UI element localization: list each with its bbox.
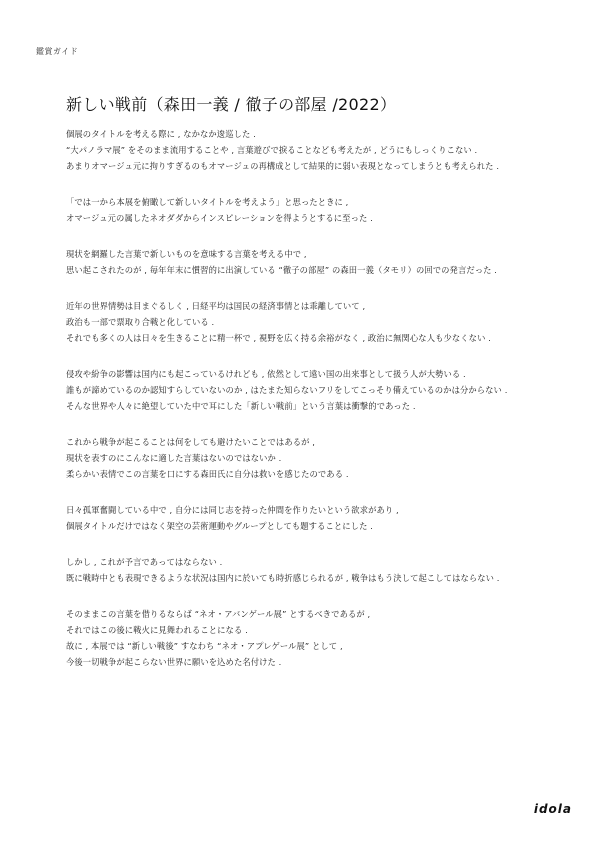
text-line: 政治も一部で票取り合戦と化している . bbox=[66, 317, 215, 327]
text-line: しかし , これが予言であってはならない . bbox=[66, 557, 223, 567]
text-line: 個展タイトルだけではなく架空の芸術運動やグループとしても題することにした . bbox=[66, 521, 373, 531]
text-line: 思い起こされたのが , 毎年年末に慣習的に出演している “徹子の部屋” の森田一義（タモリ）の回での発言だった . bbox=[66, 265, 498, 275]
text-line: 日々孤軍奮闘している中で , 自分には同じ志を持った仲間を作りたいという欲求があり , bbox=[66, 505, 399, 515]
paragraph bbox=[66, 554, 596, 586]
text-line: そのままこの言葉を借りるならば “ネオ・アバンゲール展” とするべきであるが , bbox=[66, 609, 371, 619]
text-line: 誰もが諦めているのか認知すらしていないのか , はたまた知らないフリをしてこっそり備えているのかは分からない . bbox=[66, 385, 508, 395]
text-line: 「では一から本展を俯瞰して新しいタイトルを考えよう」と思ったときに , bbox=[66, 197, 349, 207]
text-line: 故に , 本展では “新しい戦後” すなわち “ネオ・アプレゲール展” として , bbox=[66, 641, 343, 651]
text-line: そんな世界や人々に絶望していた中で耳にした「新しい戦前」という言葉は衝撃的であった . bbox=[66, 401, 416, 411]
body-text bbox=[66, 126, 596, 690]
text-line: 現状を網羅した言葉で新しいものを意味する言葉を考える中で , bbox=[66, 249, 307, 259]
text-line: それではこの後に戦火に見舞われることになる . bbox=[66, 625, 248, 635]
text-line: 既に戦時中とも表現できるような状況は国内に於いても時折感じられるが , 戦争はもう決して起こしてはならない . bbox=[66, 573, 500, 583]
text-line: 今後一切戦争が起こらない世界に願いを込めた名付けた . bbox=[66, 657, 282, 667]
text-line: あまりオマージュ元に拘りすぎるのもオマージュの再構成として結果的に弱い表現となってしまうとも考えられた . bbox=[66, 161, 500, 171]
page-title: 新しい戦前（森田一義 / 徹子の部屋 /2022） bbox=[66, 95, 397, 114]
paragraph bbox=[66, 246, 596, 278]
text-line: “大パノラマ展” をそのまま流用することや , 言葉遊びで捩ることなども考えたが , どうにもしっくりこない . bbox=[66, 145, 478, 155]
text-line: 侵攻や紛争の影響は国内にも起こっているけれども , 依然として遠い国の出来事として扱う人が大勢いる . bbox=[66, 369, 466, 379]
text-line: 現状を表すのにこんなに適した言葉はないのではないか . bbox=[66, 453, 282, 463]
text-line: これから戦争が起こることは何をしても避けたいことではあるが , bbox=[66, 437, 315, 447]
text-line: 柔らかい表情でこの言葉を口にする森田氏に自分は救いを感じたのである . bbox=[66, 469, 349, 479]
text-line: それでも多くの人は日々を生きることに精一杯で , 視野を広く持る余裕がなく , 政治に無関心な人も少なくない . bbox=[66, 333, 491, 343]
paragraph bbox=[66, 502, 596, 534]
text-line: オマージュ元の属したネオダダからインスピレーションを得ようとするに至った . bbox=[66, 213, 373, 223]
paragraph bbox=[66, 298, 596, 346]
paragraph bbox=[66, 126, 596, 174]
paragraph bbox=[66, 606, 596, 670]
paragraph bbox=[66, 194, 596, 226]
brand-logo: idola bbox=[533, 802, 572, 816]
guide-label: 鑑賞ガイド bbox=[36, 47, 79, 56]
paragraph bbox=[66, 366, 596, 414]
paragraph bbox=[66, 434, 596, 482]
text-line: 個展のタイトルを考える際に , なかなか逡巡した . bbox=[66, 129, 256, 139]
text-line: 近年の世界情勢は目まぐるしく , 日経平均は国民の経済事情とは乖離していて , bbox=[66, 301, 366, 311]
